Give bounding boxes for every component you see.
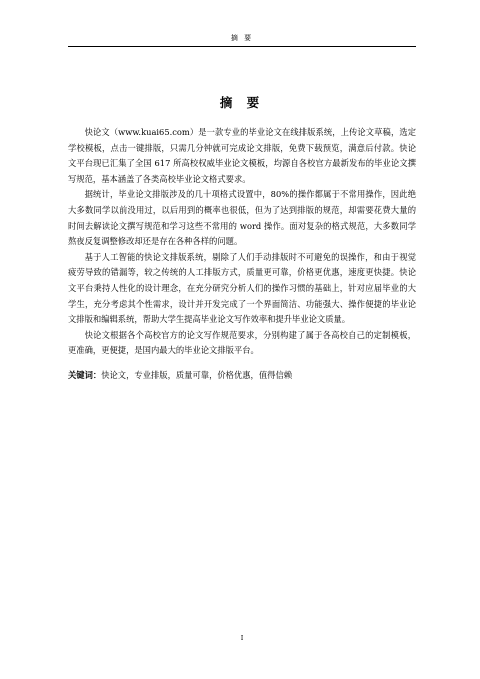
running-header: 摘 要 — [230, 34, 254, 42]
keywords-label: 关键词： — [68, 369, 102, 380]
keywords-line — [68, 368, 416, 384]
page-number: I — [240, 634, 244, 642]
header-divider — [68, 46, 416, 47]
abstract-body — [68, 125, 416, 384]
abstract-paragraph-3: 基于人工智能的快论文排版系统，剔除了人们手动排版时不可避免的误操作，和由于视觉疲劳导致的错漏等，较之传统的人工排版方式，质量更可靠，价格更优惠，速度更快捷。快论文平台秉持人性化的设计理念，在充分研究分析人们的操作习惯的基础上，针对应届毕业的大学生，充分考虑其个性需求，设计并开发完成了一个界面简洁、功能强大、操作便捷的毕业论文排版和编辑系统，帮助大学生提高毕业论文写作效率和提升毕业论文质量。 — [68, 251, 416, 325]
abstract-paragraph-4: 快论文根据各个高校官方的论文写作规范要求，分别构建了属于各高校自己的定制模板，更准确，更便捷，是国内最大的毕业论文排版平台。 — [68, 329, 416, 356]
keywords-text: 快论文，专业排版，质量可靠，价格优惠，值得信赖 — [101, 369, 293, 380]
abstract-title: 摘 要 — [219, 95, 265, 110]
abstract-paragraph-2: 据统计，毕业论文排版涉及的几十项格式设置中，80%的操作都属于不常用操作，因此绝大多数同学以前没用过，以后用到的概率也很低，但为了达到排版的规范，却需要花费大量的时间去解读论文撰写规范和学习这些不常用的 word 操作。面对复杂的格式规范，大多数同学熬夜反复调整修改却还是存在各种各样的问题。 — [68, 189, 416, 247]
abstract-paragraph-1: 快论文（www.kuai65.com）是一款专业的毕业论文在线排版系统，上传论文草稿，选定学校模板，点击一键排版，只需几分钟就可完成论文排版，免费下载预览，满意后付款。快论文平台现已汇集了全国 617 所高校权威毕业论文模板，均源自各校官方最新发布的毕业论文撰写规范，基本涵盖了各类高校毕业论文格式要求。 — [68, 127, 416, 184]
